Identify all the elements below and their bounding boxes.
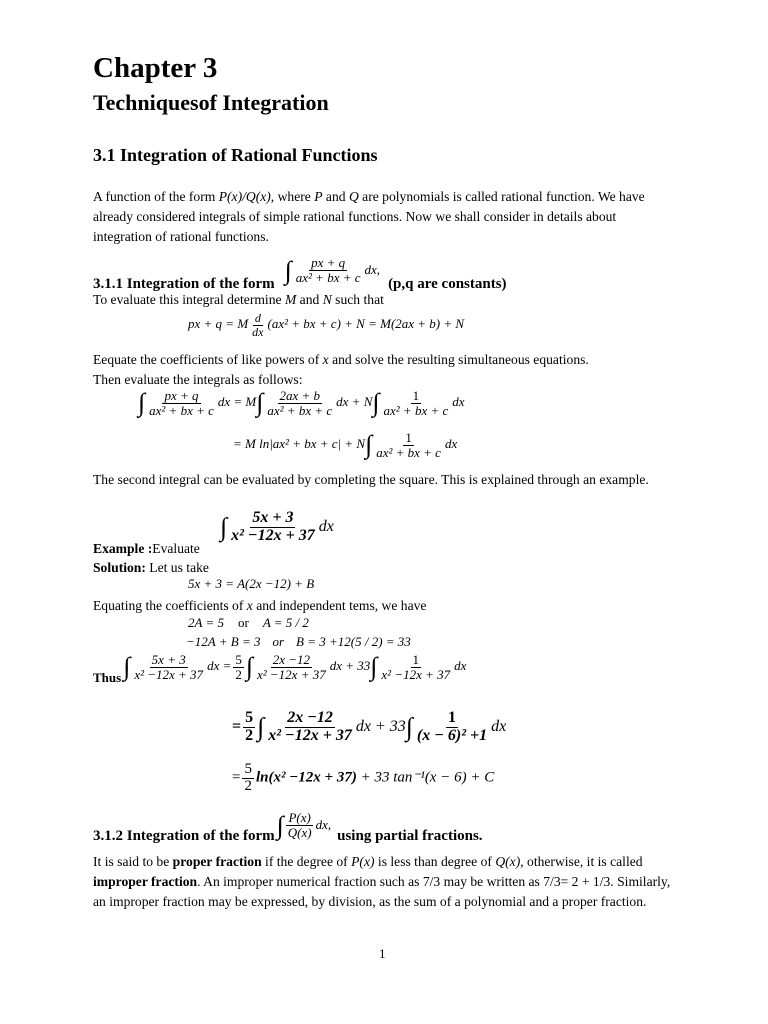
num: 5x + 3 — [252, 509, 294, 526]
den: ax² + bx + c — [149, 402, 214, 418]
text: Equating the coefficients of — [93, 598, 247, 613]
den: ax² + bx + c — [376, 444, 441, 460]
ln-term: = M ln|ax² + bx + c| + N — [233, 435, 366, 451]
num: 1 — [405, 429, 412, 445]
intro-pq: P(x)/Q(x) — [218, 189, 271, 204]
end: dx — [452, 393, 465, 409]
integral-split-line2: = M ln|ax² + bx + c| + N∫ $\frac{1}{\text{ax² + bx + c}}$ dx — [233, 429, 458, 460]
end: dx — [491, 717, 507, 735]
evaluate-text: Evaluate — [152, 541, 200, 556]
subsection-heading-312 — [93, 806, 483, 845]
chapter-heading: Chapter 3 — [93, 52, 218, 84]
section-heading: 3.1 Integration of Rational Functions — [93, 145, 378, 165]
var-x: x — [246, 598, 253, 613]
completing-square-text: The second integral can be evaluated by completing the square. This is explained through an example. — [93, 472, 649, 487]
den: x² −12x + 37 — [134, 666, 204, 682]
mid: dx + 33 — [355, 717, 406, 735]
ln-term: ln(x² −12x + 37) — [255, 769, 357, 786]
num: 1 — [412, 387, 420, 403]
text: if the degree of — [261, 854, 352, 869]
den: x² −12x + 37 — [381, 666, 451, 682]
text: . An improper numerical fraction such as 7/3 may be written as 7/3= 2 + 1/3. Similarly, an improper fraction may be expressed, by division, as the sum of a polynomial and a proper fraction. — [93, 873, 671, 909]
example-eq1 — [188, 576, 314, 592]
text: and independent tems, we have — [252, 598, 427, 613]
intro-text: A function of the form — [93, 189, 219, 204]
thus-label: Thus — [93, 670, 122, 685]
tan-term: + 33 tan⁻¹(x − 6) + C — [360, 769, 495, 786]
end: dx — [444, 435, 458, 451]
text: It is said to be — [93, 854, 173, 869]
num: P(x) — [288, 810, 311, 826]
example-integral: ∫ $\frac{5x + 3}{\text{x² −12x + 37}}$ dx — [220, 509, 334, 544]
coef: 2 — [245, 726, 254, 744]
intro-text: and — [322, 189, 349, 204]
subsection-title: 3.1.1 Integration of the form — [93, 276, 275, 292]
text: Eequate the coefficients of like powers of — [93, 352, 323, 367]
solution-label: Solution: — [93, 560, 146, 575]
qx: Q(x) — [495, 854, 521, 869]
result-line2 — [232, 762, 494, 795]
var-n: N — [322, 292, 332, 307]
equation-m-n — [188, 312, 464, 338]
partial-fractions-paragraph — [93, 852, 673, 911]
text: such that — [331, 292, 384, 307]
example-eq2 — [188, 615, 309, 631]
px: P(x) — [351, 854, 375, 869]
eq-d: d — [254, 311, 261, 325]
mid: dx + N — [336, 393, 373, 409]
proper-fraction-term: proper fraction — [172, 854, 262, 869]
coef: 5 — [245, 709, 254, 726]
den: ax² + bx + c — [267, 402, 333, 418]
evaluate-instruction — [93, 290, 384, 310]
dx: dx — [318, 517, 334, 535]
den: (x − 6)² +1 — [416, 726, 488, 744]
integral-split-line1: ∫ $\frac{px + q}{\text{ax² + bx + c}}$ dx = M∫ $\frac{2ax + b}{\text{ax² + bx + c}}$ dx + N∫ $\frac{1}{\text{ax² + bx + c}}$ dx — [138, 387, 465, 418]
num: 2x −12 — [287, 709, 333, 726]
improper-fraction-term: improper fraction — [93, 873, 198, 889]
num: 1 — [412, 651, 419, 667]
intro-paragraph — [93, 187, 673, 246]
equating-line — [93, 596, 426, 616]
example-eq3 — [186, 634, 411, 650]
coefficient-instruction — [93, 350, 673, 390]
text: , otherwise, it is called — [520, 854, 643, 869]
intro-text: are polynomials is called rational function. We have already considered integrals of simple rational functions. Now we shall consider in details about integration of rational functions. — [93, 189, 645, 244]
end: dx — [454, 657, 467, 673]
eq-lhs: px + q = M — [188, 316, 249, 332]
eq: 5x + 3 = A(2x −12) + B — [188, 576, 315, 591]
eq: = — [232, 717, 242, 735]
page-number: 1 — [379, 946, 386, 961]
integral-denominator: ax² + bx + c — [295, 270, 361, 285]
subsection-title: 3.1.2 Integration of the form — [93, 828, 275, 844]
den: Q(x) — [287, 825, 312, 840]
eq: B = 3 +12(5 / 2) = 33 — [296, 634, 411, 649]
text: Then evaluate the integrals as follows: — [93, 371, 303, 387]
eq: 2A = 5 — [188, 615, 224, 630]
var-x: x — [322, 352, 329, 367]
num: 1 — [448, 709, 457, 726]
intro-q: Q — [348, 189, 359, 204]
example-label-line — [93, 539, 200, 559]
text: To evaluate this integral determine — [93, 292, 285, 307]
den: x² −12x + 37 — [231, 526, 315, 544]
text: is less than degree of — [374, 854, 496, 869]
eq: = — [232, 769, 241, 786]
intro-p: P — [314, 189, 323, 204]
coef: 2 — [235, 666, 242, 682]
intro-text: , where — [270, 189, 315, 204]
eq: dx = — [207, 657, 232, 673]
thus-line: Thus ∫ $\frac{5x + 3}{\text{x² −12x + 37}}$ dx = $\frac{5}{2}$ ∫ $\frac{2x -12}{\text{x² −12x + 37}}$ dx + 33∫ $\frac{1}{\text{x² −12x + 37}}$ dx — [93, 651, 467, 685]
den: x² −12x + 37 — [256, 666, 326, 682]
integral-numerator: px + q — [311, 255, 346, 271]
mid: dx + 33 — [329, 657, 371, 673]
or: or — [272, 634, 285, 649]
num: 2ax + b — [279, 387, 321, 403]
den: x² −12x + 37 — [268, 726, 352, 744]
heading-integral: ∫ $\frac{px + q}{\text{ax² + bx + c}}$ dx, — [284, 255, 381, 285]
num: px + q — [164, 387, 199, 403]
chapter-title: Techniquesof Integration — [93, 90, 329, 115]
subsection-tail: using partial fractions. — [337, 828, 483, 844]
dx: dx, — [315, 816, 332, 832]
eq-dx: dx — [252, 324, 264, 339]
example-label: Example : — [93, 541, 153, 556]
constants-note: (p,q are constants) — [388, 276, 507, 292]
solution-text: Let us take — [145, 560, 209, 575]
num: 5x + 3 — [151, 651, 186, 667]
text: and — [296, 292, 323, 307]
eq: −12A + B = 3 — [186, 634, 261, 649]
eq: A = 5 / 2 — [262, 615, 309, 630]
solution-line — [93, 558, 209, 578]
integral-dx: dx, — [364, 261, 381, 277]
coef: 5 — [244, 761, 252, 777]
heading-integral: ∫ $\frac{P(x)}{Q(x)}$ dx, — [276, 810, 332, 840]
coef: 2 — [244, 777, 252, 794]
text: and solve the resulting simultaneous equations. — [328, 352, 589, 367]
subsection-heading-311 — [93, 248, 507, 293]
eq-rhs: (ax² + bx + c) + N = M(2ax + b) + N — [267, 316, 465, 332]
den: ax² + bx + c — [383, 402, 449, 418]
var-m: M — [284, 292, 297, 307]
or: or — [237, 615, 249, 630]
mid: dx = M — [217, 393, 257, 409]
coef: 5 — [235, 651, 242, 667]
num: 2x −12 — [272, 651, 310, 667]
result-line1: = $\frac{5}{2}$ ∫ $\frac{2x -12}{\text{x² −12x + 37}}$ dx + 33∫ $\frac{1}{\text{(x − 6)² +1}}$ dx — [232, 709, 507, 744]
